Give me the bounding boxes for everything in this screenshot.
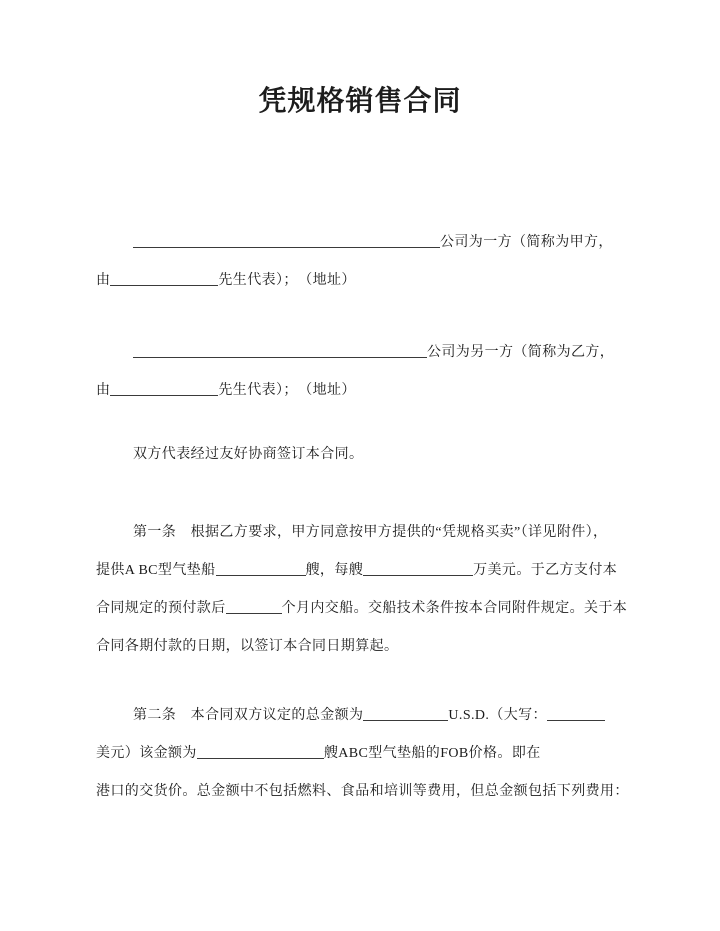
text-run: 美元）该金额为 bbox=[96, 746, 197, 761]
text-run: 先生代表）； （地址） bbox=[218, 273, 356, 288]
blank-underline-field bbox=[133, 342, 427, 358]
text-line bbox=[96, 436, 684, 474]
text-run: 公司为另一方（简称为乙方， bbox=[427, 345, 615, 360]
text-run: U.S.D.（大写： bbox=[448, 708, 547, 723]
text-line bbox=[96, 514, 684, 552]
blank-underline-field bbox=[110, 270, 218, 286]
text-run: 提供A BC型气垫船 bbox=[96, 563, 216, 578]
text-run: 由 bbox=[96, 273, 111, 288]
text-line bbox=[96, 552, 684, 590]
text-run: 公司为一方（简称为甲方， bbox=[440, 235, 613, 250]
text-line bbox=[96, 372, 684, 410]
paragraph-preamble bbox=[96, 436, 684, 474]
text-line bbox=[96, 334, 684, 372]
document-body bbox=[96, 224, 684, 811]
text-line bbox=[96, 697, 684, 735]
blank-underline-field bbox=[226, 598, 282, 614]
text-line bbox=[96, 628, 684, 666]
text-line bbox=[96, 773, 684, 811]
text-run: 合同各期付款的日期，以签订本合同日期算起。 bbox=[96, 639, 399, 654]
blank-underline-field bbox=[547, 705, 605, 721]
text-run: 先生代表）； （地址） bbox=[218, 383, 356, 398]
document-title: 凭规格销售合同 bbox=[258, 86, 462, 117]
blank-underline-field bbox=[216, 560, 306, 576]
text-run: 万美元。于乙方支付本 bbox=[473, 563, 618, 578]
text-line bbox=[96, 735, 684, 773]
text-run: 第一条 根据乙方要求，甲方同意按甲方提供的“凭规格买卖”（详见附件）， bbox=[133, 525, 608, 540]
blank-underline-field bbox=[363, 560, 473, 576]
text-run: 艘ABC型气垫船的FOB价格。即在 bbox=[323, 746, 541, 761]
blank-underline-field bbox=[197, 743, 324, 759]
paragraph-article-2 bbox=[96, 697, 684, 811]
blank-underline-field bbox=[363, 705, 448, 721]
paragraph-article-1 bbox=[96, 514, 684, 666]
blank-underline-field bbox=[133, 232, 440, 248]
text-run: 双方代表经过友好协商签订本合同。 bbox=[133, 447, 364, 462]
text-run: 港口的交货价。总金额中不包括燃料、食品和培训等费用，但总金额包括下列费用： bbox=[96, 784, 629, 799]
text-line bbox=[96, 262, 684, 300]
paragraph-party-b bbox=[96, 334, 684, 410]
text-run: 艘，每艘 bbox=[305, 563, 364, 578]
text-run: 合同规定的预付款后 bbox=[96, 601, 226, 616]
text-line bbox=[96, 224, 684, 262]
text-run: 第二条 本合同双方议定的总金额为 bbox=[133, 708, 364, 723]
blank-underline-field bbox=[110, 380, 218, 396]
text-run: 由 bbox=[96, 383, 111, 398]
text-line bbox=[96, 590, 684, 628]
text-run: 个月内交船。交船技术条件按本合同附件规定。关于本 bbox=[281, 601, 628, 616]
paragraph-party-a bbox=[96, 224, 684, 300]
